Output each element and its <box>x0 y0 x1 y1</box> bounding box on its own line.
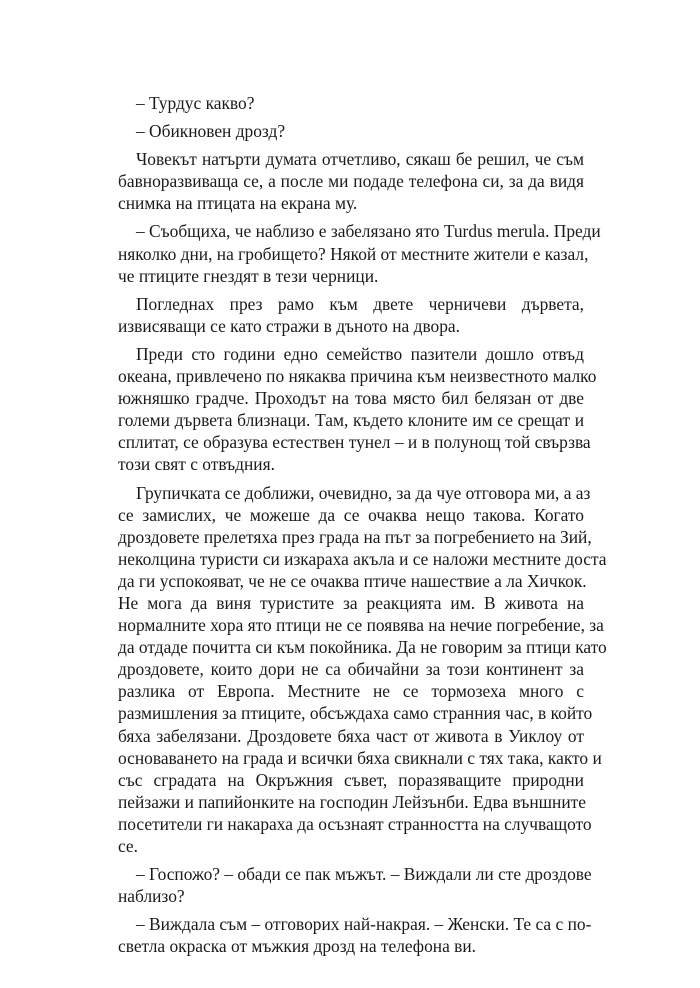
text-line: пейзажи и папийонките на господин Лейзънби. Едва външните <box>118 791 586 812</box>
text-line: Погледнах през рамо към двете черничеви дървета, <box>136 293 584 314</box>
text-line: – Съобщиха, че наблизо е забелязано ято Turdus merula. Преди <box>136 221 601 242</box>
text-line: – Виждала съм – отговорих най-накрая. – Женски. Те са с по- <box>136 914 592 935</box>
text-line: – Госпожо? – обади се пак мъжът. – Виждали ли сте дроздове <box>136 864 592 885</box>
text-line: южняшко градче. Проходът на това място бил белязан от две <box>118 388 584 409</box>
text-line: основаването на града и всички бяха свикнали с тях така, както и <box>118 747 602 768</box>
text-line: да отдаде почитта си към покойника. Да не говорим за птици като <box>118 637 607 658</box>
text-line: наблизо? <box>118 886 185 907</box>
text-line: че птиците гнездят в тези черници. <box>118 265 379 286</box>
paragraph <box>118 148 584 214</box>
paragraph <box>118 92 584 114</box>
text-line: неколцина туристи си изкараха акъла и се наложи местните доста <box>118 548 607 569</box>
text-line: океана, привлечено по някаква причина към неизвестното малко <box>118 366 597 387</box>
text-line: да ги успокояват, че не се очаква птиче нашествие а ла Хичкок. <box>118 570 587 591</box>
paragraph <box>118 120 584 142</box>
text-line: бавноразвиваща се, а после ми подаде телефона си, за да видя <box>118 171 584 192</box>
text-line: Преди сто години едно семейство пазители дошло отвъд <box>136 343 584 364</box>
paragraph <box>118 343 597 476</box>
paragraph <box>118 482 607 858</box>
text-line: размишления за птиците, обсъждаха само странния час, в който <box>118 703 593 724</box>
text-line: – Турдус какво? <box>136 93 255 113</box>
text-line: – Обикновен дрозд? <box>136 121 286 142</box>
text-line: дроздовете, които дори не са обичайни за този континент за <box>118 659 584 680</box>
text-line: снимка на птицата на екрана му. <box>118 193 358 214</box>
text-line: светла окраска от мъжкия дрозд на телефона ви. <box>118 936 477 957</box>
paragraph <box>118 863 592 907</box>
text-line: нормалните хора ято птици не се появява на нечие погребение, за <box>118 615 604 636</box>
text-line: разлика от Европа. Местните не се тормозеха много с <box>118 681 584 702</box>
paragraph <box>118 293 584 337</box>
text-line: този свят с отвъдния. <box>118 454 275 475</box>
text-line: посетители ги накараха да осъзнаят странността на случващото <box>118 813 592 834</box>
text-line: се замислих, че можеше да се очаква нещо такова. Когато <box>118 504 584 525</box>
paragraph <box>118 913 592 957</box>
text-line: сплитат, се образува естествен тунел – и в полунощ той свързва <box>118 432 591 453</box>
book-page <box>118 92 607 963</box>
text-line: големи дървета близнаци. Там, където клоните им се срещат и <box>118 410 584 431</box>
text-line: извисяващи се като стражи в дъното на двора. <box>118 315 460 336</box>
text-line: бяха забелязани. Дроздовете бяха част от живота в Уиклоу от <box>118 725 584 746</box>
text-line: дроздовете прелетяха през града на път за погребението на Зий, <box>118 526 592 547</box>
text-line: Не мога да виня туристите за реакцията им. В живота на <box>118 592 584 613</box>
text-line: Групичката се доближи, очевидно, за да чуе отговора ми, а аз <box>136 482 591 503</box>
paragraph <box>118 220 601 286</box>
text-line: няколко дни, на гробището? Някой от местните жители е казал, <box>118 243 589 264</box>
text-line: със сградата на Окръжния съвет, поразяващите природни <box>118 769 584 790</box>
text-line: Човекът натърти думата отчетливо, сякаш бе решил, че съм <box>136 149 584 170</box>
text-line: се. <box>118 836 138 856</box>
